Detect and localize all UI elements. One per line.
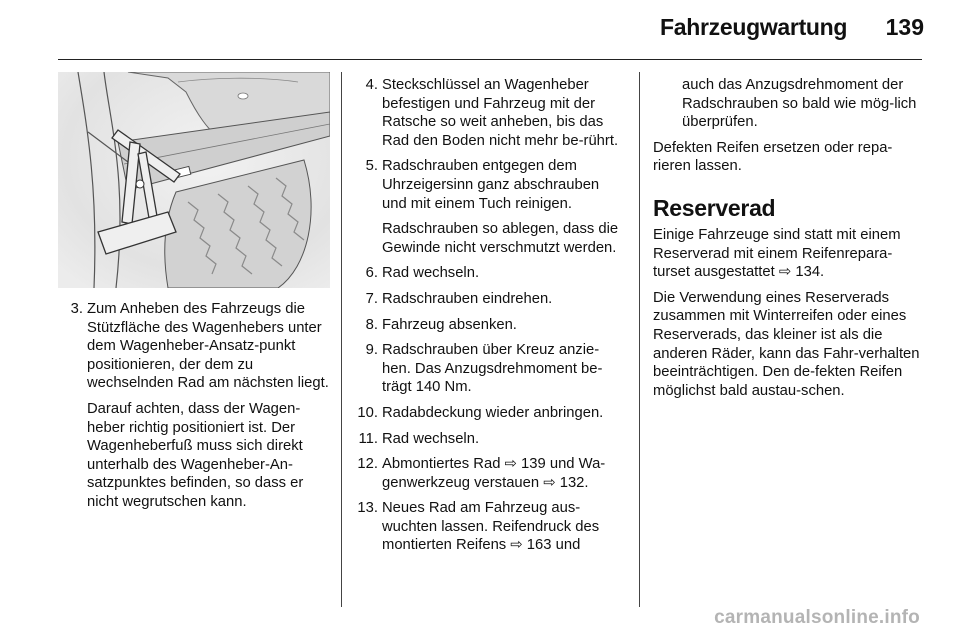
step-3-text: Zum Anheben des Fahrzeugs die Stützfläche des Wagenhebers unter dem Wagenheber-Ansatz-punkt positionieren, der dem zu wechselnden Rad am nächsten liegt. <box>87 301 329 392</box>
step-11-text: Rad wechseln. <box>382 430 480 447</box>
watermark: carmanualsonline.info <box>714 607 920 628</box>
step-6-number: 6. <box>365 265 378 282</box>
column-divider-left <box>341 72 342 607</box>
step-3-number: 3. <box>70 301 83 317</box>
step-12-number: 12. <box>357 456 378 473</box>
column-right <box>653 76 925 407</box>
step-4 <box>354 76 626 150</box>
step-5-note: Radschrauben so ablegen, dass die Gewinde nicht verschmutzt werden. <box>382 221 619 256</box>
step-13-continuation: auch das Anzugsdrehmoment der Radschrauben so bald wie mög-lich überprüfen. <box>682 77 917 131</box>
step-5-number: 5. <box>365 158 378 175</box>
section-title: Fahrzeugwartung <box>660 14 848 40</box>
step-9-text: Radschrauben über Kreuz anzie-hen. Das Anzugsdrehmoment be-trägt 140 Nm. <box>382 342 603 396</box>
step-3 <box>58 300 330 512</box>
step-4-text: Steckschlüssel an Wagenheber befestigen und Fahrzeug mit der Ratsche so weit anheben, bis das Rad den Boden nicht mehr be-rührt. <box>382 77 619 149</box>
section-heading-reserverad: Reserverad <box>653 194 776 221</box>
step-6-text: Rad wechseln. <box>382 265 480 282</box>
jack-illustration-drawing <box>58 72 330 288</box>
step-13-text: Neues Rad am Fahrzeug aus-wuchten lassen. Reifendruck des montierten Reifens ⇨ 163 und <box>382 500 600 554</box>
step-13-number: 13. <box>357 500 378 517</box>
step-5-text: Radschrauben entgegen dem Uhrzeigersinn ganz abschrauben und mit einem Tuch reinigen. <box>382 158 600 212</box>
step-9-number: 9. <box>365 342 378 359</box>
jack-under-vehicle-illustration <box>58 72 330 288</box>
step-10-number: 10. <box>357 404 378 421</box>
step-5 <box>354 157 626 257</box>
step-7-text: Radschrauben eindrehen. <box>382 290 553 307</box>
step-8-text: Fahrzeug absenken. <box>382 316 517 333</box>
step-6 <box>354 264 626 283</box>
column-middle <box>354 76 626 562</box>
paragraph-defective-tyre: Defekten Reifen ersetzen oder repa-rieren lassen. <box>653 139 893 175</box>
step-4-number: 4. <box>365 77 378 93</box>
step-12 <box>354 455 626 492</box>
step-10-text: Radabdeckung wieder anbringen. <box>382 404 604 421</box>
page-header <box>0 0 960 60</box>
paragraph-repair-kit: Einige Fahrzeuge sind statt mit einem Reserverad mit einem Reifenrepara-turset ausgestattet ⇨ 134. <box>653 226 901 281</box>
step-7 <box>354 290 626 309</box>
step-7-number: 7. <box>365 290 378 307</box>
paragraph-spare-usage: Die Verwendung eines Reserverads zusammen mit Winterreifen oder eines Reserverads, das kleiner ist als die anderen Räder, kann das Fahr-verhalten beeinträchtigen. Den de-fekten Reifen möglichst bald austau-schen. <box>653 289 920 399</box>
step-11 <box>354 430 626 449</box>
step-8-number: 8. <box>365 316 378 333</box>
header-rule <box>58 59 922 60</box>
page-number: 139 <box>885 14 924 40</box>
step-8 <box>354 316 626 335</box>
column-divider-right <box>639 72 640 607</box>
step-9 <box>354 341 626 397</box>
step-12-text: Abmontiertes Rad ⇨ 139 und Wa-genwerkzeug verstauen ⇨ 132. <box>382 456 606 491</box>
step-11-number: 11. <box>358 430 378 447</box>
step-3-note: Darauf achten, dass der Wagen-heber richtig positioniert ist. Der Wagenheberfuß muss sich direkt unterhalb des Wagenheber-An-satzpunktes befinden, so dass er nicht wegrutschen kann. <box>87 400 304 510</box>
step-13 <box>354 499 626 555</box>
column-left <box>58 300 330 519</box>
step-10 <box>354 404 626 423</box>
